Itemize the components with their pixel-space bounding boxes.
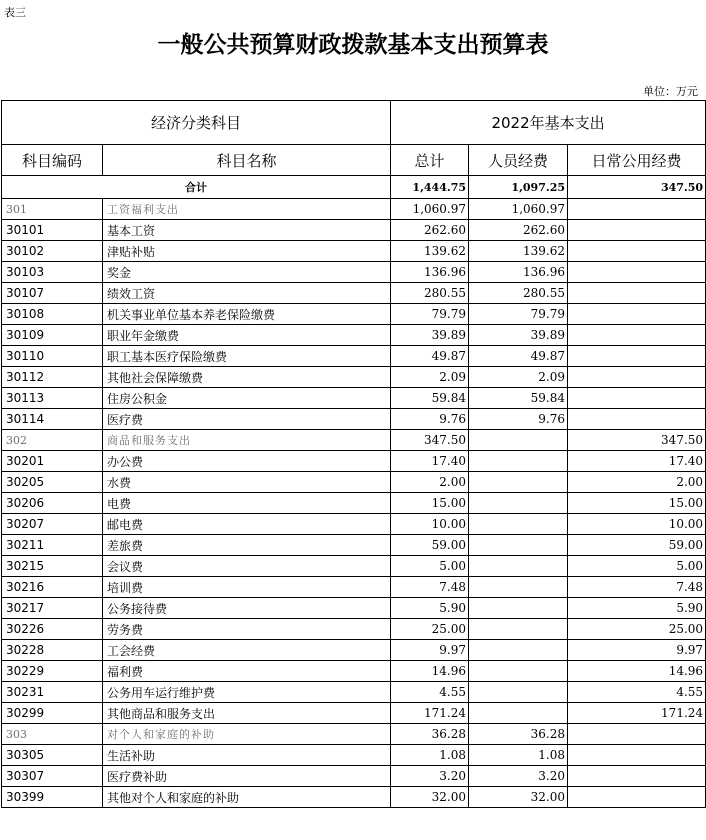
daily-cell bbox=[568, 346, 706, 367]
table-row bbox=[2, 661, 706, 682]
total-cell: 59.84 bbox=[391, 388, 469, 409]
subject-code-cell: 30299 bbox=[2, 703, 103, 724]
personnel-cell: 59.84 bbox=[469, 388, 568, 409]
total-cell: 9.76 bbox=[391, 409, 469, 430]
total-cell: 1.08 bbox=[391, 745, 469, 766]
personnel-cell: 3.20 bbox=[469, 766, 568, 787]
daily-cell: 14.96 bbox=[568, 661, 706, 682]
total-cell: 39.89 bbox=[391, 325, 469, 346]
total-row bbox=[2, 176, 706, 199]
total-cell: 17.40 bbox=[391, 451, 469, 472]
daily-cell bbox=[568, 325, 706, 346]
personnel-cell: 139.62 bbox=[469, 241, 568, 262]
personnel-cell bbox=[469, 640, 568, 661]
total-daily: 347.50 bbox=[568, 176, 706, 199]
total-cell: 139.62 bbox=[391, 241, 469, 262]
table-row bbox=[2, 787, 706, 808]
table-row bbox=[2, 220, 706, 241]
subject-code-cell: 30228 bbox=[2, 640, 103, 661]
subject-name-cell: 办公费 bbox=[103, 451, 391, 472]
table-row bbox=[2, 514, 706, 535]
subject-name-cell: 电费 bbox=[103, 493, 391, 514]
header-daily-public-expenses: 日常公用经费 bbox=[568, 145, 706, 176]
table-row bbox=[2, 535, 706, 556]
subject-name-cell: 差旅费 bbox=[103, 535, 391, 556]
total-cell: 1,060.97 bbox=[391, 199, 469, 220]
header-subject-code: 科目编码 bbox=[2, 145, 103, 176]
subject-code-cell: 30207 bbox=[2, 514, 103, 535]
personnel-cell bbox=[469, 682, 568, 703]
daily-cell: 347.50 bbox=[568, 430, 706, 451]
page-title: 一般公共预算财政拨款基本支出预算表 bbox=[157, 31, 549, 58]
total-personnel: 1,097.25 bbox=[469, 176, 568, 199]
table-row bbox=[2, 262, 706, 283]
subject-name-cell: 绩效工资 bbox=[103, 283, 391, 304]
budget-table bbox=[1, 100, 706, 808]
total-sum: 1,444.75 bbox=[391, 176, 469, 199]
personnel-cell bbox=[469, 577, 568, 598]
daily-cell: 5.90 bbox=[568, 598, 706, 619]
subject-name-cell: 职业年金缴费 bbox=[103, 325, 391, 346]
total-cell: 9.97 bbox=[391, 640, 469, 661]
subject-name-cell: 劳务费 bbox=[103, 619, 391, 640]
personnel-cell: 79.79 bbox=[469, 304, 568, 325]
total-cell: 5.00 bbox=[391, 556, 469, 577]
total-cell: 280.55 bbox=[391, 283, 469, 304]
subject-code-cell: 30201 bbox=[2, 451, 103, 472]
subject-code-cell: 30114 bbox=[2, 409, 103, 430]
subject-name-cell: 公务接待费 bbox=[103, 598, 391, 619]
subject-name-cell: 工资福利支出 bbox=[103, 199, 391, 220]
total-cell: 171.24 bbox=[391, 703, 469, 724]
total-cell: 25.00 bbox=[391, 619, 469, 640]
personnel-cell: 39.89 bbox=[469, 325, 568, 346]
subject-name-cell: 水费 bbox=[103, 472, 391, 493]
daily-cell bbox=[568, 409, 706, 430]
subject-name-cell: 机关事业单位基本养老保险缴费 bbox=[103, 304, 391, 325]
header-row-group bbox=[2, 101, 706, 145]
table-row bbox=[2, 556, 706, 577]
table-row bbox=[2, 241, 706, 262]
table-row bbox=[2, 619, 706, 640]
daily-cell bbox=[568, 724, 706, 745]
personnel-cell: 49.87 bbox=[469, 346, 568, 367]
personnel-cell bbox=[469, 619, 568, 640]
header-basic-expenditure: 2022年基本支出 bbox=[391, 101, 706, 145]
total-cell: 347.50 bbox=[391, 430, 469, 451]
table-row bbox=[2, 598, 706, 619]
total-cell: 7.48 bbox=[391, 577, 469, 598]
personnel-cell: 2.09 bbox=[469, 367, 568, 388]
table-row bbox=[2, 325, 706, 346]
daily-cell: 9.97 bbox=[568, 640, 706, 661]
table-row bbox=[2, 388, 706, 409]
total-cell: 59.00 bbox=[391, 535, 469, 556]
subject-code-cell: 30113 bbox=[2, 388, 103, 409]
subject-code-cell: 30101 bbox=[2, 220, 103, 241]
subject-name-cell: 工会经费 bbox=[103, 640, 391, 661]
total-cell: 262.60 bbox=[391, 220, 469, 241]
subject-code-cell: 30109 bbox=[2, 325, 103, 346]
table-row bbox=[2, 493, 706, 514]
header-personnel-expenses: 人员经费 bbox=[469, 145, 568, 176]
total-label: 合计 bbox=[2, 176, 391, 199]
total-cell: 5.90 bbox=[391, 598, 469, 619]
personnel-cell: 32.00 bbox=[469, 787, 568, 808]
table-row bbox=[2, 745, 706, 766]
subject-code-cell: 30206 bbox=[2, 493, 103, 514]
subject-code-cell: 30215 bbox=[2, 556, 103, 577]
personnel-cell bbox=[469, 514, 568, 535]
daily-cell: 17.40 bbox=[568, 451, 706, 472]
unit-label: 单位：万元 bbox=[643, 85, 698, 98]
daily-cell: 2.00 bbox=[568, 472, 706, 493]
subject-name-cell: 职工基本医疗保险缴费 bbox=[103, 346, 391, 367]
subject-code-cell: 30211 bbox=[2, 535, 103, 556]
subject-code-cell: 301 bbox=[2, 199, 103, 220]
total-cell: 49.87 bbox=[391, 346, 469, 367]
daily-cell bbox=[568, 304, 706, 325]
daily-cell bbox=[568, 787, 706, 808]
daily-cell bbox=[568, 388, 706, 409]
personnel-cell bbox=[469, 493, 568, 514]
daily-cell: 15.00 bbox=[568, 493, 706, 514]
subject-name-cell: 医疗费 bbox=[103, 409, 391, 430]
subject-code-cell: 30205 bbox=[2, 472, 103, 493]
personnel-cell: 280.55 bbox=[469, 283, 568, 304]
total-cell: 79.79 bbox=[391, 304, 469, 325]
subject-code-cell: 303 bbox=[2, 724, 103, 745]
table-row bbox=[2, 367, 706, 388]
subject-code-cell: 30216 bbox=[2, 577, 103, 598]
category-row bbox=[2, 199, 706, 220]
table-row bbox=[2, 682, 706, 703]
table-row bbox=[2, 409, 706, 430]
subject-code-cell: 30226 bbox=[2, 619, 103, 640]
table-row bbox=[2, 766, 706, 787]
subject-name-cell: 奖金 bbox=[103, 262, 391, 283]
subject-name-cell: 其他商品和服务支出 bbox=[103, 703, 391, 724]
table-row bbox=[2, 472, 706, 493]
daily-cell: 7.48 bbox=[568, 577, 706, 598]
header-row-columns bbox=[2, 145, 706, 176]
table-row bbox=[2, 304, 706, 325]
subject-name-cell: 津贴补贴 bbox=[103, 241, 391, 262]
personnel-cell bbox=[469, 703, 568, 724]
subject-name-cell: 会议费 bbox=[103, 556, 391, 577]
category-row bbox=[2, 724, 706, 745]
daily-cell: 59.00 bbox=[568, 535, 706, 556]
daily-cell bbox=[568, 283, 706, 304]
daily-cell bbox=[568, 241, 706, 262]
subject-name-cell: 其他社会保障缴费 bbox=[103, 367, 391, 388]
table-row bbox=[2, 640, 706, 661]
subject-name-cell: 生活补助 bbox=[103, 745, 391, 766]
header-total: 总计 bbox=[391, 145, 469, 176]
daily-cell bbox=[568, 367, 706, 388]
subject-name-cell: 对个人和家庭的补助 bbox=[103, 724, 391, 745]
personnel-cell bbox=[469, 556, 568, 577]
subject-code-cell: 30307 bbox=[2, 766, 103, 787]
daily-cell: 171.24 bbox=[568, 703, 706, 724]
personnel-cell bbox=[469, 430, 568, 451]
total-cell: 14.96 bbox=[391, 661, 469, 682]
subject-code-cell: 30217 bbox=[2, 598, 103, 619]
subject-code-cell: 30399 bbox=[2, 787, 103, 808]
total-cell: 4.55 bbox=[391, 682, 469, 703]
total-cell: 10.00 bbox=[391, 514, 469, 535]
subject-code-cell: 30110 bbox=[2, 346, 103, 367]
category-row bbox=[2, 430, 706, 451]
personnel-cell bbox=[469, 472, 568, 493]
header-economic-classification: 经济分类科目 bbox=[2, 101, 391, 145]
daily-cell: 25.00 bbox=[568, 619, 706, 640]
daily-cell: 10.00 bbox=[568, 514, 706, 535]
subject-code-cell: 30108 bbox=[2, 304, 103, 325]
personnel-cell: 1.08 bbox=[469, 745, 568, 766]
personnel-cell bbox=[469, 535, 568, 556]
daily-cell bbox=[568, 220, 706, 241]
subject-name-cell: 公务用车运行维护费 bbox=[103, 682, 391, 703]
subject-code-cell: 30229 bbox=[2, 661, 103, 682]
daily-cell: 4.55 bbox=[568, 682, 706, 703]
personnel-cell bbox=[469, 661, 568, 682]
subject-name-cell: 培训费 bbox=[103, 577, 391, 598]
table-row bbox=[2, 346, 706, 367]
subject-name-cell: 其他对个人和家庭的补助 bbox=[103, 787, 391, 808]
total-cell: 36.28 bbox=[391, 724, 469, 745]
table-row bbox=[2, 451, 706, 472]
subject-name-cell: 邮电费 bbox=[103, 514, 391, 535]
personnel-cell: 1,060.97 bbox=[469, 199, 568, 220]
daily-cell bbox=[568, 766, 706, 787]
total-cell: 2.09 bbox=[391, 367, 469, 388]
daily-cell bbox=[568, 262, 706, 283]
personnel-cell: 136.96 bbox=[469, 262, 568, 283]
subject-code-cell: 30231 bbox=[2, 682, 103, 703]
subject-name-cell: 福利费 bbox=[103, 661, 391, 682]
table-row bbox=[2, 703, 706, 724]
subject-name-cell: 商品和服务支出 bbox=[103, 430, 391, 451]
table-row bbox=[2, 577, 706, 598]
subject-code-cell: 30112 bbox=[2, 367, 103, 388]
total-cell: 32.00 bbox=[391, 787, 469, 808]
subject-code-cell: 30305 bbox=[2, 745, 103, 766]
table-row bbox=[2, 283, 706, 304]
table-number-label: 表三 bbox=[4, 6, 26, 19]
daily-cell: 5.00 bbox=[568, 556, 706, 577]
subject-code-cell: 30102 bbox=[2, 241, 103, 262]
subject-name-cell: 住房公积金 bbox=[103, 388, 391, 409]
personnel-cell: 9.76 bbox=[469, 409, 568, 430]
total-cell: 136.96 bbox=[391, 262, 469, 283]
personnel-cell: 36.28 bbox=[469, 724, 568, 745]
header-subject-name: 科目名称 bbox=[103, 145, 391, 176]
personnel-cell bbox=[469, 451, 568, 472]
subject-code-cell: 30103 bbox=[2, 262, 103, 283]
total-cell: 15.00 bbox=[391, 493, 469, 514]
personnel-cell: 262.60 bbox=[469, 220, 568, 241]
daily-cell bbox=[568, 199, 706, 220]
daily-cell bbox=[568, 745, 706, 766]
total-cell: 3.20 bbox=[391, 766, 469, 787]
subject-code-cell: 30107 bbox=[2, 283, 103, 304]
subject-name-cell: 医疗费补助 bbox=[103, 766, 391, 787]
subject-code-cell: 302 bbox=[2, 430, 103, 451]
personnel-cell bbox=[469, 598, 568, 619]
total-cell: 2.00 bbox=[391, 472, 469, 493]
subject-name-cell: 基本工资 bbox=[103, 220, 391, 241]
